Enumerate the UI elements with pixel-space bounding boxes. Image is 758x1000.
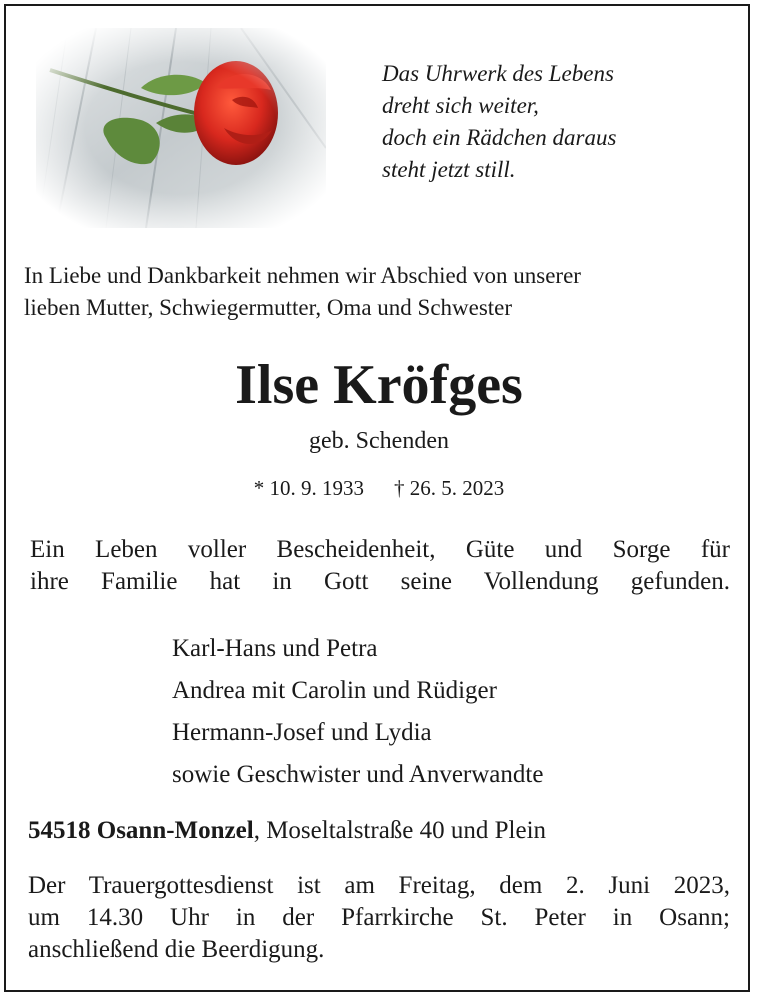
address-street: , Moseltalstraße 40 und Plein <box>253 817 547 844</box>
intro-text <box>24 260 740 324</box>
intro-line: lieben Mutter, Schwiegermutter, Oma und Schwester <box>24 295 513 320</box>
mourner-entry: sowie Geschwister und Anverwandte <box>172 761 544 788</box>
tribute-line: ihre Familie hat in Gott seine Vollendung gefunden. <box>30 568 730 595</box>
maiden-name: geb. Schenden <box>309 428 449 454</box>
service-line: Der Trauergottesdienst ist am Freitag, dem 2. Juni 2023, <box>28 872 730 899</box>
mourner-entry: Karl-Hans und Petra <box>172 635 378 662</box>
poem-line: steht jetzt still. <box>382 157 516 182</box>
poem-line: dreht sich weiter, <box>382 93 539 118</box>
service-line: um 14.30 Uhr in der Pfarrkirche St. Peter in Osann; <box>28 904 730 931</box>
deceased-name: Ilse Kröfges <box>235 354 523 416</box>
service-info <box>28 870 730 966</box>
address-city: 54518 Osann-Monzel <box>28 817 254 844</box>
death-date: † 26. 5. 2023 <box>394 476 505 500</box>
poem <box>382 58 722 186</box>
mourner-entry: Hermann-Josef und Lydia <box>172 719 432 746</box>
rose-photo <box>36 28 326 228</box>
intro-line: In Liebe und Dankbarkeit nehmen wir Abschied von unserer <box>24 263 581 288</box>
address <box>28 814 738 848</box>
tribute-text <box>30 534 730 598</box>
mourner-entry: Andrea mit Carolin und Rüdiger <box>172 677 497 704</box>
mourners-list <box>172 628 732 796</box>
poem-line: Das Uhrwerk des Lebens <box>382 61 614 86</box>
birth-date: * 10. 9. 1933 <box>253 476 364 500</box>
tribute-line: Ein Leben voller Bescheidenheit, Güte und Sorge für <box>30 536 730 563</box>
life-dates <box>0 474 758 502</box>
service-line: anschließend die Beerdigung. <box>28 936 325 963</box>
poem-line: doch ein Rädchen daraus <box>382 125 617 150</box>
